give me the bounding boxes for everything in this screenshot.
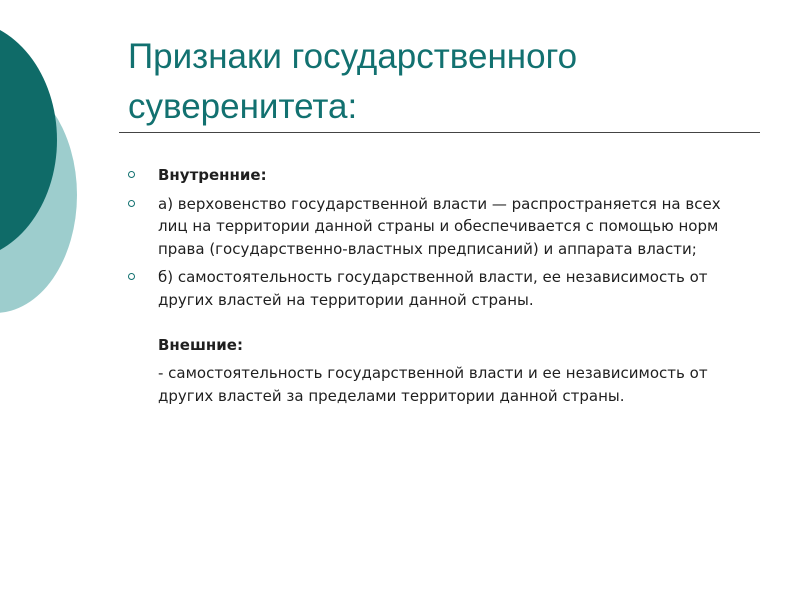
hollow-circle-bullet-icon	[128, 273, 135, 280]
title-divider	[119, 132, 760, 133]
external-text: - самостоятельность государственной власти и ее независимость от других властей за пределами территории данной страны.	[158, 364, 708, 405]
hollow-circle-bullet-icon	[128, 171, 135, 178]
bullet-item-independence	[128, 266, 748, 407]
external-heading: Внешние:	[158, 335, 243, 354]
independence-text: б) самостоятельность государственной власти, ее независимость от других властей на территории данной страны.	[158, 268, 708, 309]
spacer	[158, 311, 748, 334]
slide-title-line-1: Признаки государственного	[128, 37, 578, 76]
slide-title	[128, 32, 768, 132]
hollow-circle-bullet-icon	[128, 200, 135, 207]
slide-title-line-2: суверенитета:	[128, 87, 358, 126]
supremacy-text: а) верховенство государственной власти — распространяется на всех лиц на территории данной страны и обеспечивается с помощью норм права (государственно-властных предписаний) и аппарата власти;	[158, 194, 721, 258]
bullet-item-internal-heading	[128, 164, 748, 187]
bullet-item-supremacy	[128, 193, 748, 261]
internal-heading: Внутренние:	[158, 166, 267, 184]
slide-body	[128, 164, 748, 413]
